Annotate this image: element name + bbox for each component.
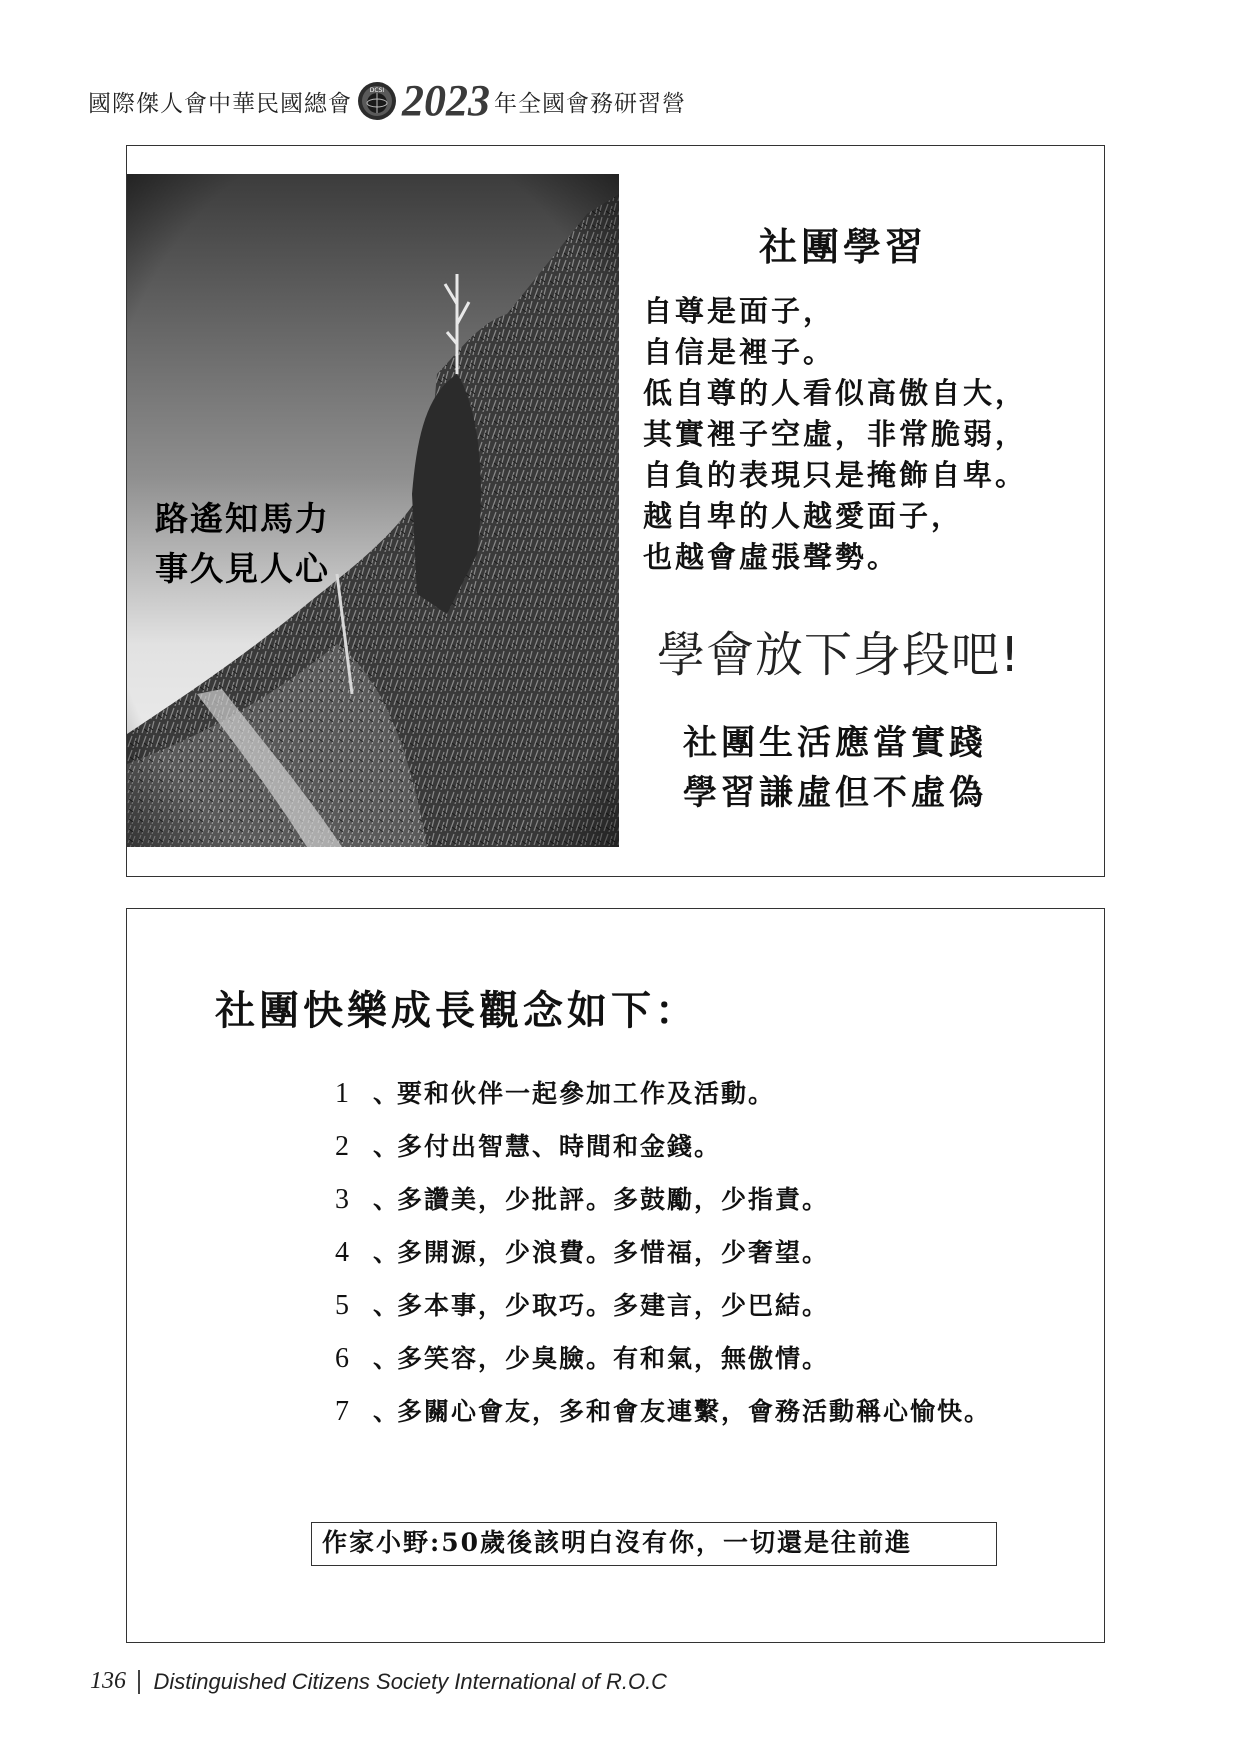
event-name: 年全國會務研習營 bbox=[494, 90, 686, 117]
dcs-emblem-icon bbox=[356, 80, 398, 122]
list-item bbox=[335, 1289, 1055, 1323]
learn-humility-heading: 學會放下身段吧! bbox=[657, 627, 1021, 683]
item-text: 多關心會友，多和會友連繫，會務活動稱心愉快。 bbox=[397, 1397, 992, 1426]
closing-line: 社團生活應當實踐 bbox=[683, 723, 987, 763]
society-name: Distinguished Citizens Society International of R.O.C bbox=[153, 1668, 668, 1694]
org-name: 國際傑人會中華民國總會 bbox=[88, 90, 352, 117]
item-separator: 、 bbox=[373, 1238, 401, 1267]
item-text: 多開源，少浪費。多惜福，少奢望。 bbox=[397, 1238, 830, 1267]
list-item bbox=[335, 1130, 1055, 1164]
item-separator: 、 bbox=[373, 1132, 401, 1161]
footer-divider bbox=[138, 1670, 140, 1694]
list-item bbox=[335, 1342, 1055, 1376]
item-number: 5 bbox=[335, 1290, 351, 1321]
page-number: 136 bbox=[90, 1668, 126, 1694]
self-esteem-text bbox=[643, 291, 1027, 578]
item-number: 7 bbox=[335, 1396, 351, 1427]
item-number: 1 bbox=[335, 1078, 351, 1109]
concept-list bbox=[335, 1077, 1055, 1448]
slide1-title: 社團學習 bbox=[759, 224, 928, 269]
page-footer bbox=[90, 1668, 667, 1695]
item-number: 6 bbox=[335, 1343, 351, 1374]
list-item bbox=[335, 1077, 1055, 1111]
item-text: 要和伙伴一起參加工作及活動。 bbox=[397, 1079, 776, 1108]
item-text: 多付出智慧、時間和金錢。 bbox=[397, 1132, 722, 1161]
event-year: 2023 bbox=[402, 76, 490, 125]
closing-line: 學習謙虛但不虛偽 bbox=[683, 773, 987, 813]
text-line: 自尊是面子， bbox=[643, 294, 836, 328]
closing-text bbox=[683, 718, 987, 818]
svg-text:DCSI: DCSI bbox=[369, 87, 385, 94]
item-separator: 、 bbox=[373, 1344, 401, 1373]
page-header bbox=[88, 76, 686, 126]
list-item bbox=[335, 1395, 1055, 1429]
item-separator: 、 bbox=[373, 1185, 401, 1214]
slide-growth-concepts bbox=[126, 908, 1105, 1643]
text-line: 自信是裡子。 bbox=[643, 335, 836, 369]
author-quote-box: 作家小野:50歲後該明白沒有你，一切還是往前進 bbox=[311, 1522, 997, 1566]
item-separator: 、 bbox=[373, 1079, 401, 1108]
item-separator: 、 bbox=[373, 1397, 401, 1426]
slide2-title: 社團快樂成長觀念如下： bbox=[215, 987, 699, 1034]
list-item bbox=[335, 1236, 1055, 1270]
item-text: 多讚美，少批評。多鼓勵，少指責。 bbox=[397, 1185, 830, 1214]
text-line: 越自卑的人越愛面子， bbox=[643, 499, 964, 533]
proverb-line: 路遙知馬力 bbox=[155, 499, 330, 538]
proverb-text bbox=[155, 494, 330, 594]
mountain-photo bbox=[127, 174, 619, 847]
proverb-line: 事久見人心 bbox=[155, 549, 330, 588]
item-text: 多本事，少取巧。多建言，少巴結。 bbox=[397, 1291, 830, 1320]
text-line: 低自尊的人看似高傲自大， bbox=[643, 376, 1028, 410]
text-line: 自負的表現只是掩飾自卑。 bbox=[643, 458, 1028, 492]
item-separator: 、 bbox=[373, 1291, 401, 1320]
list-item bbox=[335, 1183, 1055, 1217]
text-line: 其實裡子空虛，非常脆弱， bbox=[643, 417, 1028, 451]
item-number: 2 bbox=[335, 1131, 351, 1162]
slide-club-learning bbox=[126, 145, 1105, 877]
item-text: 多笑容，少臭臉。有和氣，無傲情。 bbox=[397, 1344, 830, 1373]
item-number: 3 bbox=[335, 1184, 351, 1215]
text-line: 也越會虛張聲勢。 bbox=[643, 540, 900, 574]
item-number: 4 bbox=[335, 1237, 351, 1268]
